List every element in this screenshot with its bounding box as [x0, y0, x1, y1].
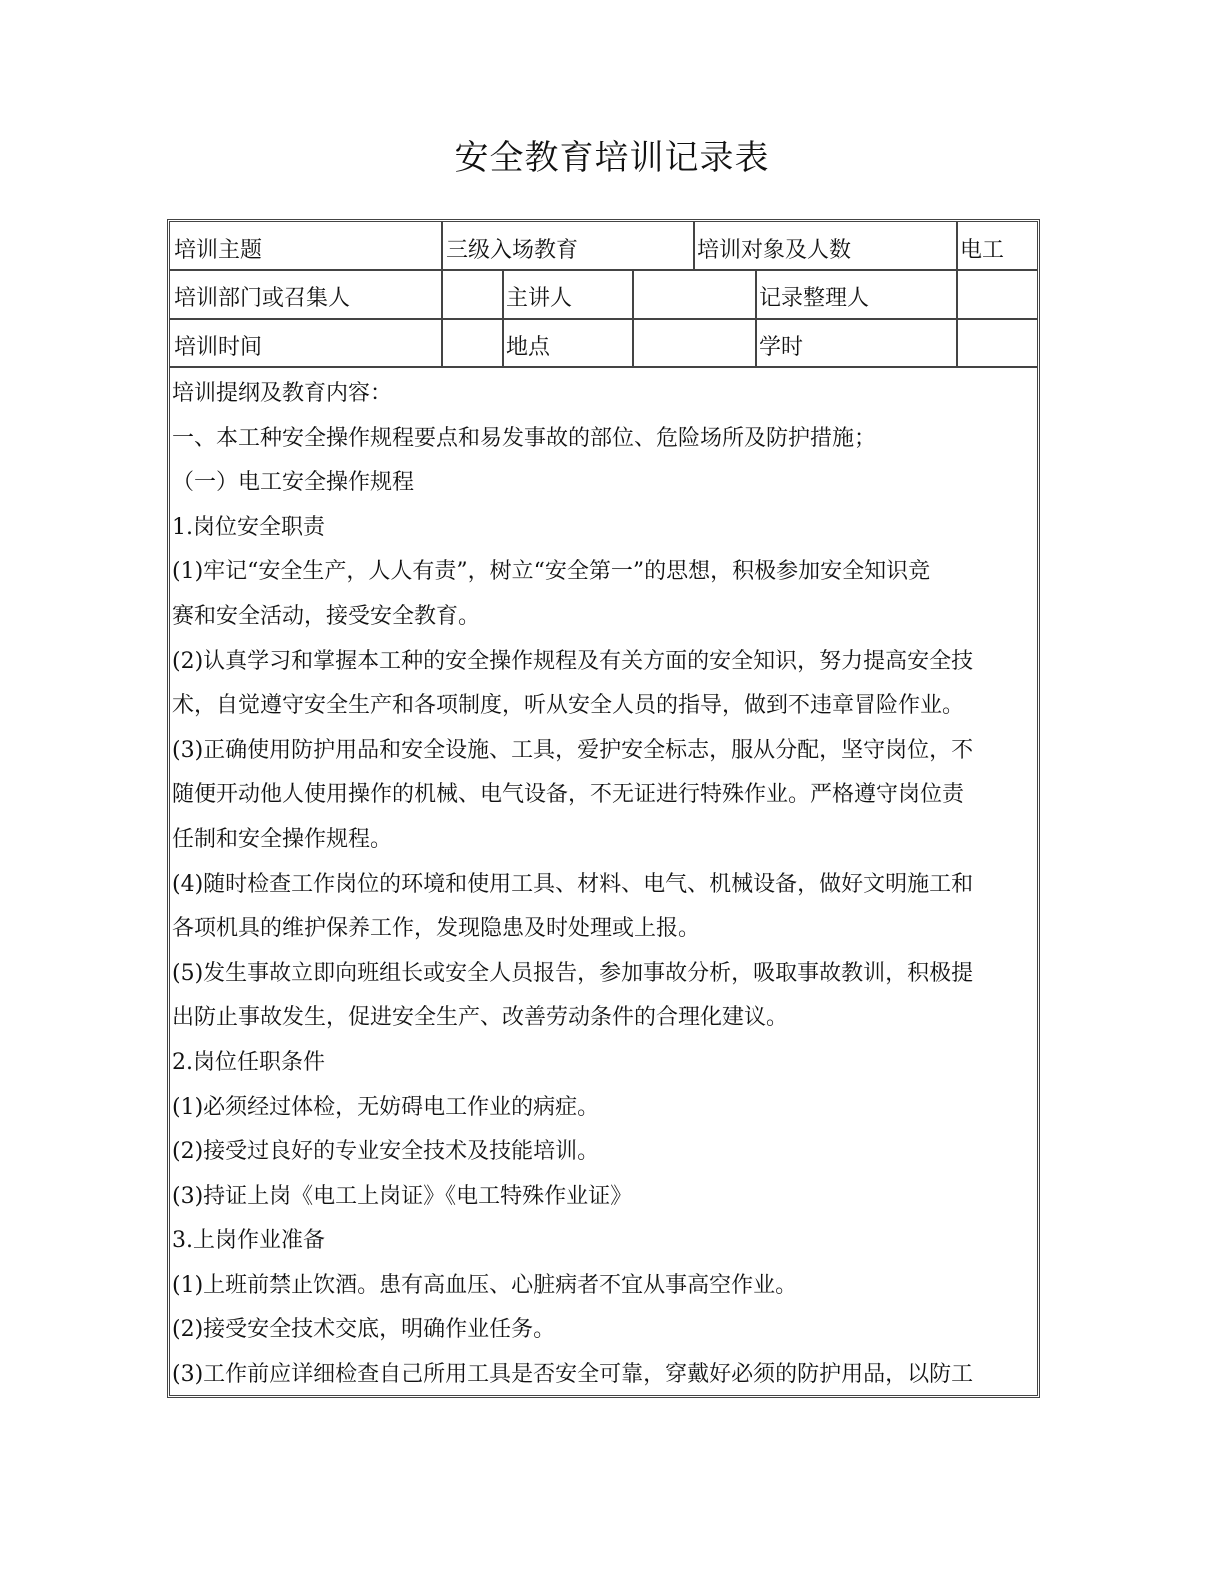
page-title: 安全教育培训记录表 — [454, 138, 770, 178]
training-record-table — [167, 219, 1040, 1398]
row-divider — [170, 269, 1037, 271]
content-line: 3.上岗作业准备 — [172, 1228, 325, 1254]
content-line: 一、本工种安全操作规程要点和易发事故的部位、危险场所及防护措施； — [172, 425, 877, 451]
content-line: (2)认真学习和掌握本工种的安全操作规程及有关方面的安全知识，努力提高安全技 — [172, 648, 974, 674]
row-divider — [170, 318, 1037, 320]
content-line: 任制和安全操作规程。 — [172, 826, 393, 852]
content-line: (5)发生事故立即向班组长或安全人员报告，参加事故分析，吸取事故教训，积极提 — [172, 960, 974, 986]
cell-divider — [632, 269, 634, 366]
value-training-topic: 三级入场教育 — [446, 238, 579, 263]
content-line: (4)随时检查工作岗位的环境和使用工具、材料、电气、机械设备，做好文明施工和 — [172, 871, 974, 897]
cell-divider — [755, 269, 757, 366]
cell-divider — [441, 222, 443, 269]
content-line: (3)正确使用防护用品和安全设施、工具，爱护安全标志，服从分配，坚守岗位，不 — [172, 737, 974, 763]
content-line: (1)必须经过体检，无妨碍电工作业的病症。 — [172, 1094, 600, 1120]
training-content — [172, 372, 1038, 1398]
content-line: 2.岗位任职条件 — [172, 1049, 325, 1075]
cell-divider — [441, 269, 443, 366]
content-line: 各项机具的维护保养工作，发现隐患及时处理或上报。 — [172, 916, 701, 942]
cell-divider — [502, 269, 504, 366]
cell-divider — [956, 222, 958, 269]
row-divider — [170, 366, 1037, 368]
value-training-audience: 电工 — [960, 238, 1005, 263]
label-training-topic: 培训主题 — [174, 238, 263, 263]
content-line: （一）电工安全操作规程 — [172, 470, 415, 496]
content-line: (2)接受安全技术交底，明确作业任务。 — [172, 1317, 556, 1343]
content-line: 1.岗位安全职责 — [172, 514, 325, 540]
content-line: 培训提纲及教育内容： — [172, 381, 393, 406]
label-speaker: 主讲人 — [506, 286, 573, 311]
label-training-department: 培训部门或召集人 — [174, 286, 351, 311]
content-line: 术，自觉遵守安全生产和各项制度，听从安全人员的指导，做到不违章冒险作业。 — [172, 693, 965, 719]
content-line: (3)工作前应详细检查自己所用工具是否安全可靠，穿戴好必须的防护用品，以防工 — [172, 1362, 974, 1388]
content-line: 出防止事故发生，促进安全生产、改善劳动条件的合理化建议。 — [172, 1005, 789, 1031]
content-line: (1)牢记“安全生产，人人有责”，树立“安全第一”的思想，积极参加安全知识竞 — [172, 559, 931, 585]
content-line: 随便开动他人使用操作的机械、电气设备，不无证进行特殊作业。严格遵守岗位责 — [172, 782, 965, 808]
cell-divider — [693, 222, 695, 269]
content-line: (3)持证上岗《电工上岗证》《电工特殊作业证》 — [172, 1183, 633, 1209]
label-class-hours: 学时 — [759, 335, 804, 360]
content-line: (2)接受过良好的专业安全技术及技能培训。 — [172, 1139, 600, 1165]
label-training-time: 培训时间 — [174, 335, 263, 360]
label-recorder: 记录整理人 — [759, 286, 870, 311]
label-location: 地点 — [506, 335, 551, 360]
content-line: (1)上班前禁止饮酒。患有高血压、心脏病者不宜从事高空作业。 — [172, 1272, 798, 1298]
content-line: 赛和安全活动，接受安全教育。 — [172, 603, 481, 629]
label-training-audience: 培训对象及人数 — [697, 238, 852, 263]
cell-divider — [956, 269, 958, 366]
